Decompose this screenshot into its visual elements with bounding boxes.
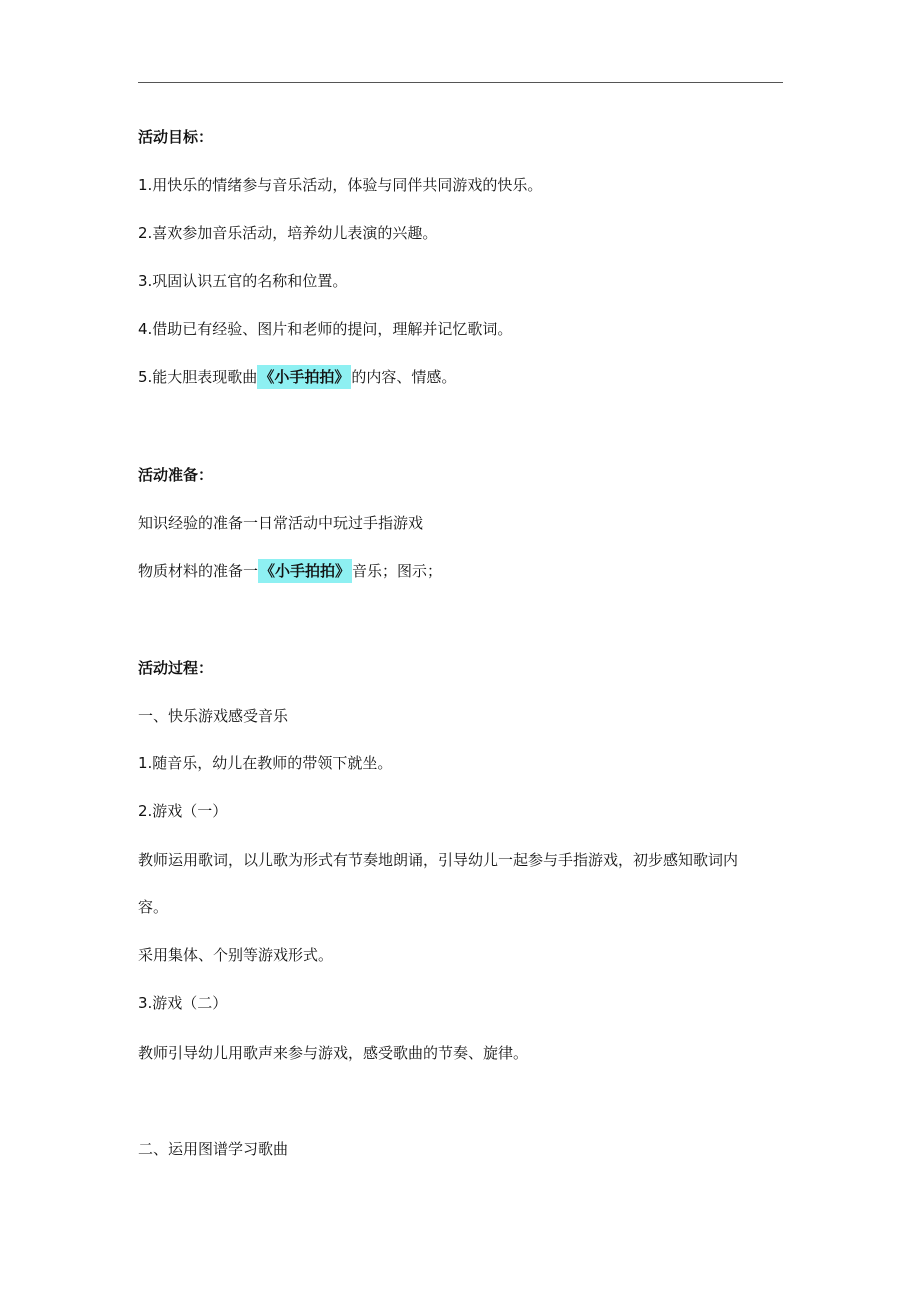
top-divider xyxy=(138,82,783,83)
objective-item-5 xyxy=(138,366,456,388)
objective-item-3: 3.巩固认识五官的名称和位置。 xyxy=(138,272,348,290)
process-step1: 1.随音乐，幼儿在教师的带领下就坐。 xyxy=(138,754,393,772)
process-step3-text: 教师引导幼儿用歌声来参与游戏，感受歌曲的节奏、旋律。 xyxy=(138,1044,529,1062)
process-step2-title: 2.游戏（一） xyxy=(138,802,228,820)
process-part2-title: 二、运用图谱学习歌曲 xyxy=(138,1140,289,1158)
process-step2-text-line1: 教师运用歌词，以儿歌为形式有节奏地朗诵，引导幼儿一起参与手指游戏，初步感知歌词内 xyxy=(138,851,739,869)
process-step3-title: 3.游戏（二） xyxy=(138,994,228,1012)
objective-item-2: 2.喜欢参加音乐活动，培养幼儿表演的兴趣。 xyxy=(138,224,438,242)
process-part1-title: 一、快乐游戏感受音乐 xyxy=(138,707,289,725)
preparation-knowledge: 知识经验的准备一日常活动中玩过手指游戏 xyxy=(138,514,424,532)
objectives-heading: 活动目标： xyxy=(138,128,214,146)
song-title-highlight: 《小手拍拍》 xyxy=(257,365,351,389)
preparation-material-before: 物质材料的准备一 xyxy=(138,562,259,580)
song-title-highlight: 《小手拍拍》 xyxy=(258,559,352,583)
process-step2-text-extra: 采用集体、个别等游戏形式。 xyxy=(138,946,334,964)
objective-item-5-after: 的内容、情感。 xyxy=(351,368,457,386)
preparation-heading: 活动准备： xyxy=(138,466,214,484)
objective-item-4: 4.借助已有经验、图片和老师的提问，理解并记忆歌词。 xyxy=(138,320,513,338)
process-step2-text-line2: 容。 xyxy=(138,898,169,916)
objective-item-1: 1.用快乐的情绪参与音乐活动，体验与同伴共同游戏的快乐。 xyxy=(138,176,543,194)
preparation-material-after: 音乐；图示； xyxy=(352,562,443,580)
objective-item-5-before: 5.能大胆表现歌曲 xyxy=(138,368,258,386)
preparation-material xyxy=(138,560,442,582)
process-heading: 活动过程： xyxy=(138,659,214,677)
